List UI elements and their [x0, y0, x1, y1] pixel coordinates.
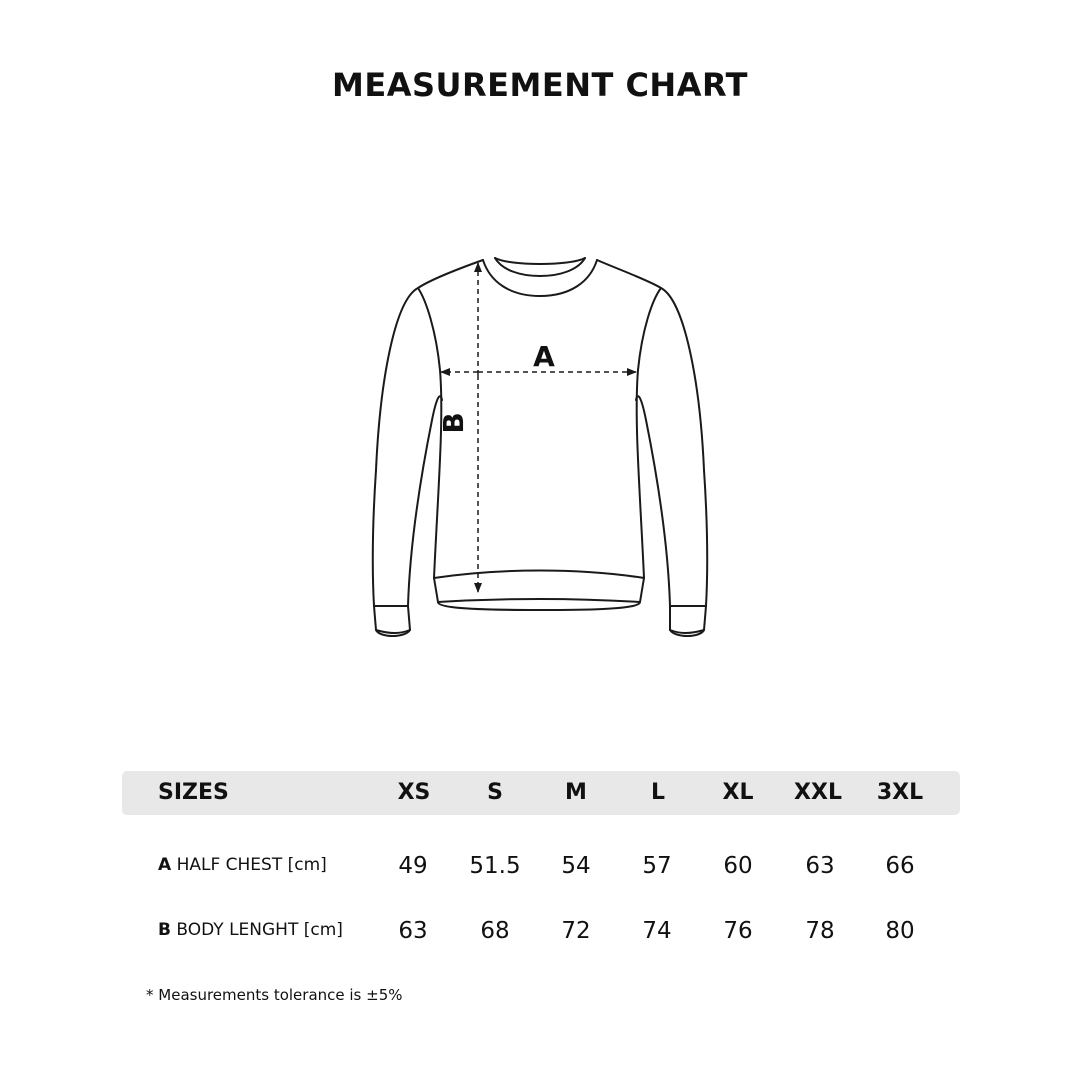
- body-length-xxl: 78: [805, 918, 835, 944]
- body-length-3xl: 80: [885, 918, 915, 944]
- body-length-m: 72: [561, 918, 591, 944]
- sweatshirt-diagram: [360, 245, 720, 650]
- collar-inner-top: [495, 258, 585, 264]
- half-chest-s: 51.5: [469, 853, 521, 879]
- row-key-a: A: [158, 855, 172, 875]
- sweatshirt-svg: [360, 245, 720, 650]
- body-length-xs: 63: [398, 918, 428, 944]
- half-chest-xl: 60: [723, 853, 753, 879]
- body-length-l: 74: [642, 918, 672, 944]
- hem-band-bottom: [438, 602, 640, 610]
- size-header-xs: XS: [397, 780, 431, 805]
- hem-band: [434, 578, 644, 602]
- half-chest-xs: 49: [398, 853, 428, 879]
- measurement-a-label: A: [533, 340, 555, 373]
- size-header-s: S: [487, 780, 503, 805]
- right-sleeve: [636, 288, 707, 606]
- row-label-text: BODY LENGHT [cm]: [176, 920, 343, 940]
- half-chest-l: 57: [642, 853, 672, 879]
- left-cuff: [374, 606, 410, 633]
- measurement-b-label: B: [437, 412, 470, 434]
- size-header-m: M: [565, 780, 587, 805]
- row-key-b: B: [158, 920, 171, 940]
- row-label-half-chest: [158, 850, 327, 880]
- page-title: MEASUREMENT CHART: [331, 66, 748, 104]
- half-chest-m: 54: [561, 853, 591, 879]
- body-length-s: 68: [480, 918, 510, 944]
- half-chest-xxl: 63: [805, 853, 835, 879]
- size-header-l: L: [650, 780, 666, 805]
- collar-inner: [495, 258, 585, 276]
- size-header-xl: XL: [722, 780, 754, 805]
- size-header-xxl: XXL: [794, 780, 842, 805]
- row-label-body-length: [158, 915, 343, 945]
- tolerance-note: * Measurements tolerance is ±5%: [146, 986, 403, 1004]
- right-cuff: [670, 606, 706, 633]
- body-length-xl: 76: [723, 918, 753, 944]
- sizes-header-label: SIZES: [158, 780, 229, 805]
- row-label-text: HALF CHEST [cm]: [176, 855, 327, 875]
- size-header-3xl: 3XL: [876, 780, 924, 805]
- left-sleeve: [373, 288, 442, 606]
- half-chest-3xl: 66: [885, 853, 915, 879]
